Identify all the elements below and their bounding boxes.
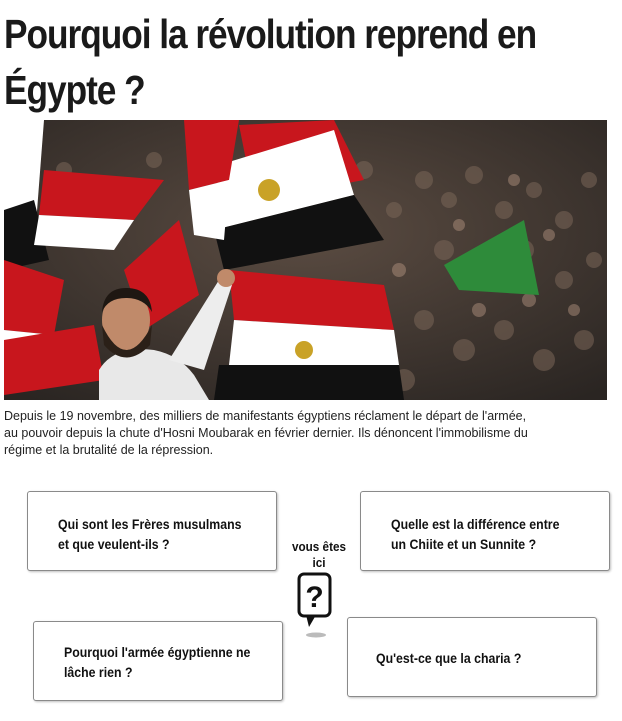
article-title	[4, 6, 537, 118]
intro-line-1: Depuis le 19 novembre, des milliers de manifestants égyptiens réclament le départ de l'armée,	[4, 409, 527, 423]
q3-line-1: Pourquoi l'armée égyptienne ne	[64, 644, 251, 660]
title-line-1: Pourquoi la révolution reprend en	[4, 11, 537, 57]
question-sharia-button[interactable]	[347, 617, 597, 697]
question-sharia-label: Qu'est-ce que la charia ?	[376, 650, 522, 666]
q3-line-2: lâche rien ?	[64, 664, 133, 680]
protest-photo	[4, 120, 607, 400]
question-shia-sunni-button[interactable]	[360, 491, 610, 571]
question-muslim-brotherhood-label	[58, 514, 241, 554]
question-muslim-brotherhood-button[interactable]	[27, 491, 277, 571]
q1-line-1: Qui sont les Frères musulmans	[58, 516, 242, 532]
question-army-button[interactable]	[33, 621, 283, 701]
question-mark-glyph: ?	[305, 581, 324, 614]
q2-line-2: un Chiite et un Sunnite ?	[391, 536, 537, 552]
intro-line-3: régime et la brutalité de la répression.	[4, 443, 214, 457]
title-line-2: Égypte ?	[4, 67, 145, 113]
question-army-label	[64, 642, 250, 682]
question-shia-sunni-label	[391, 514, 559, 554]
intro-line-2: au pouvoir depuis la chute d'Hosni Moubarak en février dernier. Ils dénoncent l'immobilisme du	[4, 426, 528, 440]
q2-line-1: Quelle est la différence entre	[391, 516, 560, 532]
question-mark-icon	[296, 571, 336, 641]
article-intro	[4, 408, 614, 459]
you-are-here-label	[288, 539, 351, 571]
q1-line-2: et que veulent-ils ?	[58, 536, 170, 552]
you-are-here-line-1: vous êtes	[292, 539, 346, 554]
you-are-here-line-2: ici	[312, 555, 326, 570]
